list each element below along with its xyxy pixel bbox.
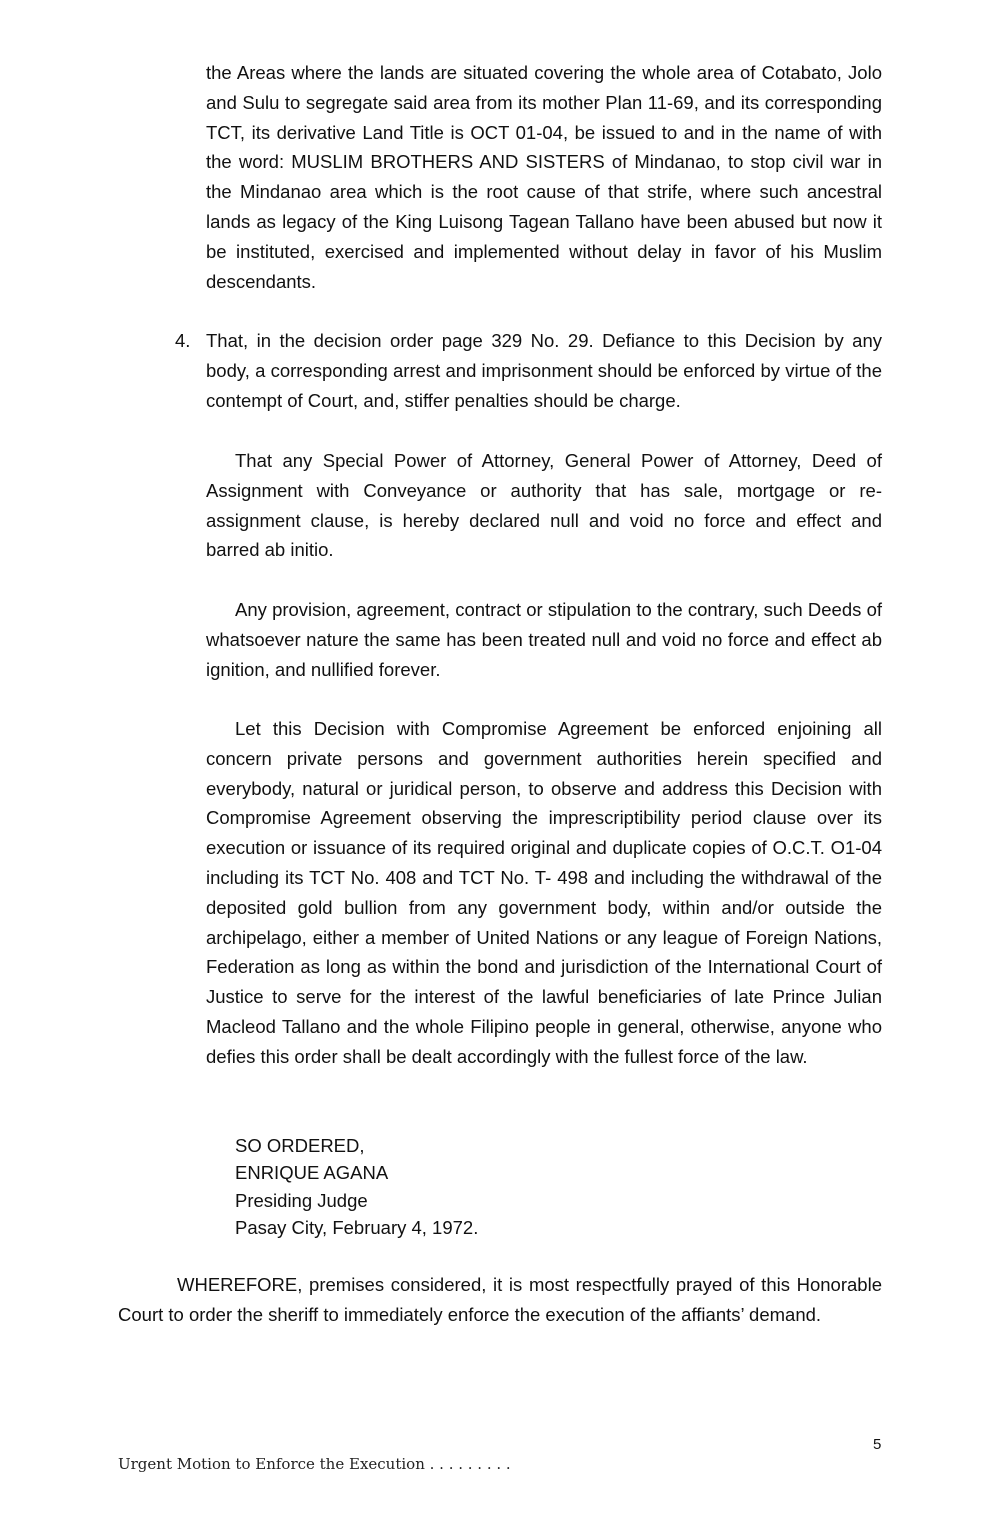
judge-name: ENRIQUE AGANA <box>235 1162 389 1184</box>
judge-title: Presiding Judge <box>235 1189 368 1211</box>
continued-paragraph: the Areas where the lands are situated covering the whole area of Cotabato, Jolo and Sulu to segregate said area from its mother Plan 11-69, and its corresponding TCT, its derivative Land Title is OCT 01-04, be issued to and in the name of with the word: MUSLIM BROTHERS AND SISTERS of Mindanao, to stop civil war in the Mindanao area which is the root cause of that strife, where such ancestral lands as legacy of the King Luisong Tagean Tallano have been abused but now it be instituted, exercised and implemented without delay in favor of his Muslim descendants. <box>206 62 882 292</box>
wherefore-paragraph: WHEREFORE, premises considered, it is most respectfully prayed of this Honorable Court to order the sheriff to immediately enforce the execution of the affiants’ demand. <box>118 1274 882 1325</box>
place-date: Pasay City, February 4, 1972. <box>235 1216 479 1238</box>
item-text: That, in the decision order page 329 No. 29. Defiance to this Decision by any body, a corresponding arrest and imprisonment should be enforced by virtue of the contempt of Court, and, stiffer penalties should be charge. <box>206 330 882 411</box>
page-footer: Urgent Motion to Enforce the Execution . . . . . . . . . <box>118 1455 511 1473</box>
page-number: 5 <box>873 1436 882 1453</box>
item-number: 4. <box>175 330 191 351</box>
paragraph-enforcement: Let this Decision with Compromise Agreement be enforced enjoining all concern private persons and government authorities herein specified and everybody, natural or juridical person, to observe and address this Decision with Compromise Agreement observing the imprescriptibility period clause over its execution or issuance of its required original and duplicate copies of O.C.T. O1-04 including its TCT No. 408 and TCT No. T- 498 and including the withdrawal of the deposited gold bullion from any government body, within and/or outside the archipelago, either a member of United Nations or any league of Foreign Nations, Federation as long as within the bond and jurisdiction of the International Court of Justice to serve for the interest of the lawful beneficiaries of late Prince Julian Macleod Tallano and the whole Filipino people in general, otherwise, anyone who defies this order shall be dealt accordingly with the fullest force of the law. <box>206 718 882 1067</box>
paragraph-provision: Any provision, agreement, contract or stipulation to the contrary, such Deeds of whatsoever nature the same has been treated null and void no force and effect ab ignition, and nullified forever. <box>206 599 882 680</box>
signature-block <box>235 1132 478 1241</box>
numbered-item-4 <box>175 326 882 415</box>
paragraph-power-of-attorney: That any Special Power of Attorney, General Power of Attorney, Deed of Assignment with Conveyance or authority that has sale, mortgage or re-assignment clause, is hereby declared null and void no force and effect and barred ab initio. <box>206 450 882 561</box>
so-ordered: SO ORDERED, <box>235 1135 365 1156</box>
